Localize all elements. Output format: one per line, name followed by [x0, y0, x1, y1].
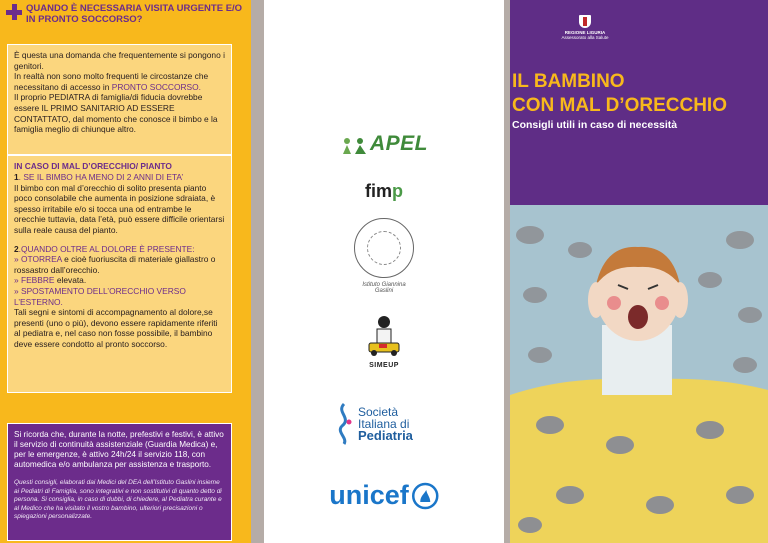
gaslini-logo: Istituto Giannina Gaslini	[354, 218, 414, 294]
child-earache-illustration	[510, 205, 768, 543]
cover-title: IL BAMBINO CON MAL D’ORECCHIO	[512, 71, 727, 116]
unicef-logo: unicef	[329, 480, 439, 511]
section1-body: Il bimbo con mal d’orecchio di solito presenta pianto poco consolabile che aumenta in posizione sdraiata, è spesso irritabile e/o si tocca una od entrambe le orecchie tuttavia, data l’età, può essere difficile orientarsi sulla reale causa del pianto.	[14, 182, 225, 235]
plus-cross-icon	[6, 4, 22, 20]
section1-heading: 1. SE IL BIMBO HA MENO DI 2 ANNI DI ETA’	[14, 172, 184, 182]
bullet-otorrea: » OTORREA e cioè fuoriuscita di materiale giallastro o rossastro dall’orecchio.	[14, 254, 216, 275]
intro-p1: È questa una domanda che frequentemente si pongono i genitori.	[14, 50, 225, 71]
intro-p2: In realtà non sono molto frequenti le circostanze che necessitano di accesso in PRONTO SOCCORSO.	[14, 71, 209, 92]
earache-box	[7, 155, 232, 393]
cover-subtitle: Consigli utili in caso di necessità	[512, 119, 678, 131]
globe-icon	[411, 482, 439, 510]
logos-panel	[264, 0, 504, 543]
bullet-febbre: » FEBBRE elevata.	[14, 275, 87, 286]
footer-notice: Si ricorda che, durante la notte, prefestivi e festivi, è attivo il servizio di continuità assistenziale (Guardia Medica) e, per le emergenze, è attivo 24h/24 il servizio 118, con automedica e/o ambulanza per assistenza e trasporto.	[14, 430, 224, 469]
intro-p3: Il proprio PEDIATRA di famiglia/di fiducia dovrebbe essere IL PRIMO SANITARIO AD ESSERE CONTATTATO, dal momento che conosce il bimbo e la famiglia meglio di chiunque altro.	[14, 92, 218, 135]
region-shield-icon	[579, 15, 591, 28]
fold-gutter	[251, 0, 264, 543]
gaslini-seal-icon	[354, 218, 414, 278]
footer-box	[7, 423, 232, 541]
panel-header: QUANDO È NECESSARIA VISITA URGENTE E/O IN PRONTO SOCCORSO?	[26, 3, 243, 25]
region-liguria-logo: REGIONE LIGURIA Assessorato alla Salute	[550, 15, 620, 40]
intro-box	[7, 44, 232, 155]
cover-panel	[510, 0, 768, 543]
simeup-logo: SIMEUP	[354, 313, 414, 369]
sip-logo: Società Italiana di Pediatria	[334, 402, 434, 446]
bullet-spostamento: » SPOSTAMENTO DELL’ORECCHIO VERSO L’ESTERNO.	[14, 285, 186, 307]
closing-text: Tali segni e sintomi di accompagnamento al dolore,se presenti (uno o più), devono essere rapidamente riferiti al pediatra e, nel caso non fosse possibile, il bambino deve essere condotto al pronto soccorso.	[14, 307, 218, 349]
left-panel	[0, 0, 251, 543]
footer-disclaimer: Questi consigli, elaborati dai Medici del DEA dell’Istituto Gaslini insieme ai Pediatri di Famiglia, sono integrativi e non sostitutivi di quanto detto di persona. Si consiglia, in caso di dubbi, di chiedere, al Pediatra curante e al Medico che ha visitato il vostro bambino, ulteriori precisazioni o spiegazioni personalizzate.	[14, 479, 222, 521]
apel-logo: APEL	[340, 132, 428, 162]
fimp-logo: fimp	[365, 181, 403, 201]
earache-title: IN CASO DI MAL D’ORECCHIO/ PIANTO	[14, 161, 172, 171]
section2-heading: 2.QUANDO OLTRE AL DOLORE È PRESENTE:	[14, 243, 195, 254]
